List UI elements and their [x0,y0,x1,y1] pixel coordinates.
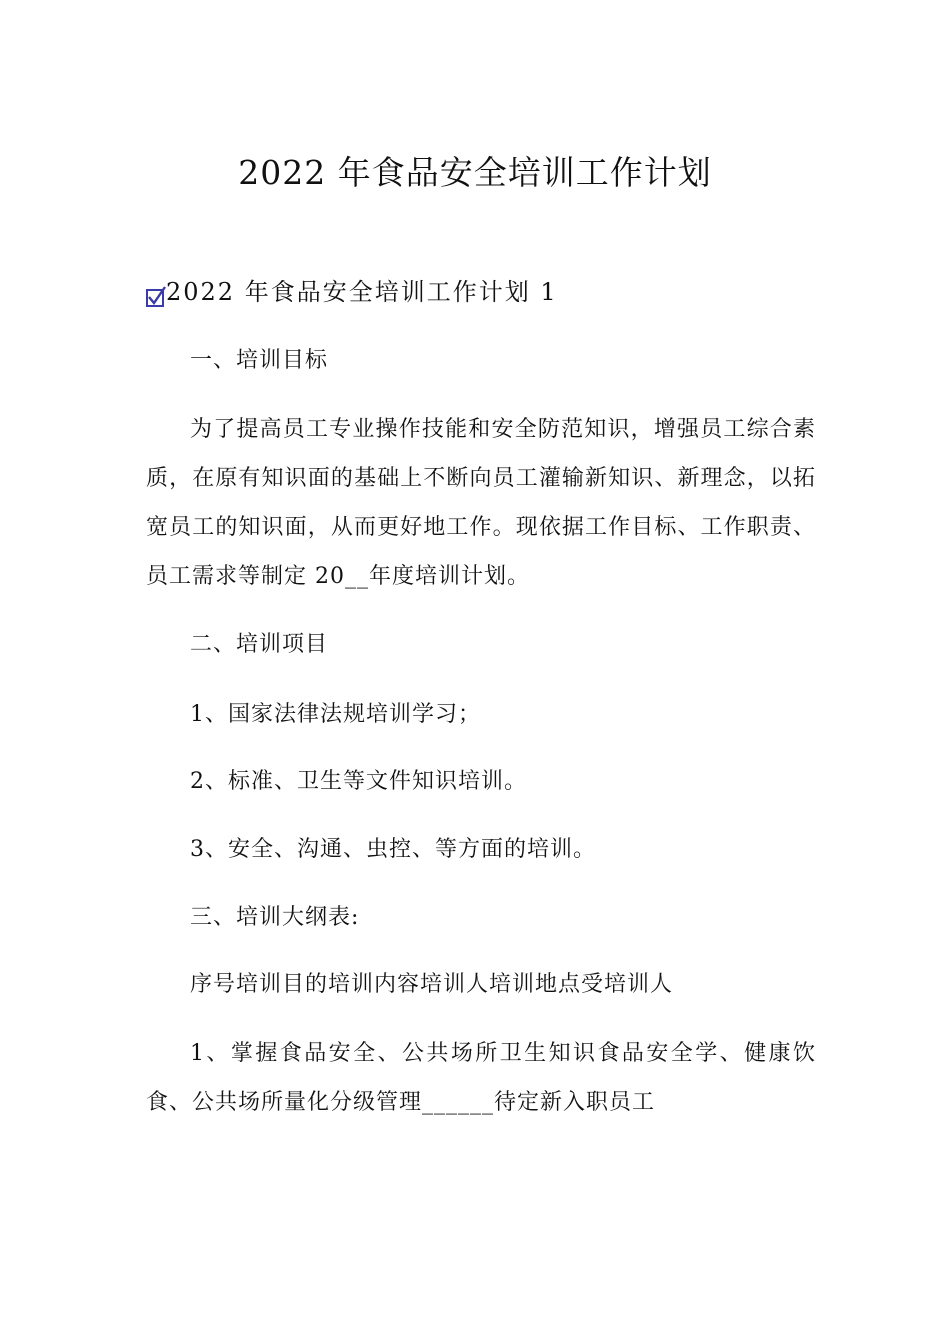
section-heading-text: 2022 年食品安全培训工作计划 1 [166,278,558,306]
list-item: 2、标准、卫生等文件知识培训。 [190,769,527,794]
list-item: 1、国家法律法规培训学习； [190,702,481,727]
paragraph-training-goal: 为了提高员工专业操作技能和安全防范知识，增强员工综合素质，在原有知识面的基础上不断向员工灌输新知识、新理念，以拓宽员工的知识面，从而更好地工作。现依据工作目标、工作职责、员工需求等制定 20__年度培训计划。 [146,417,816,589]
heading-training-items: 二、培训项目 [190,632,329,657]
document-title: 2022 年食品安全培训工作计划 [238,153,712,192]
list-item: 3、安全、沟通、虫控、等方面的培训。 [190,837,596,862]
checkbox-checked-icon [146,289,164,307]
outline-table-row: 1、掌握食品安全、公共场所卫生知识食品安全学、健康饮食、公共场所量化分级管理______待定新入职员工 [146,1041,816,1115]
outline-table-header: 序号培训目的培训内容培训人培训地点受培训人 [190,972,674,997]
heading-training-goal: 一、培训目标 [190,348,329,373]
section-heading [146,272,558,312]
heading-training-outline: 三、培训大纲表: [190,905,360,930]
